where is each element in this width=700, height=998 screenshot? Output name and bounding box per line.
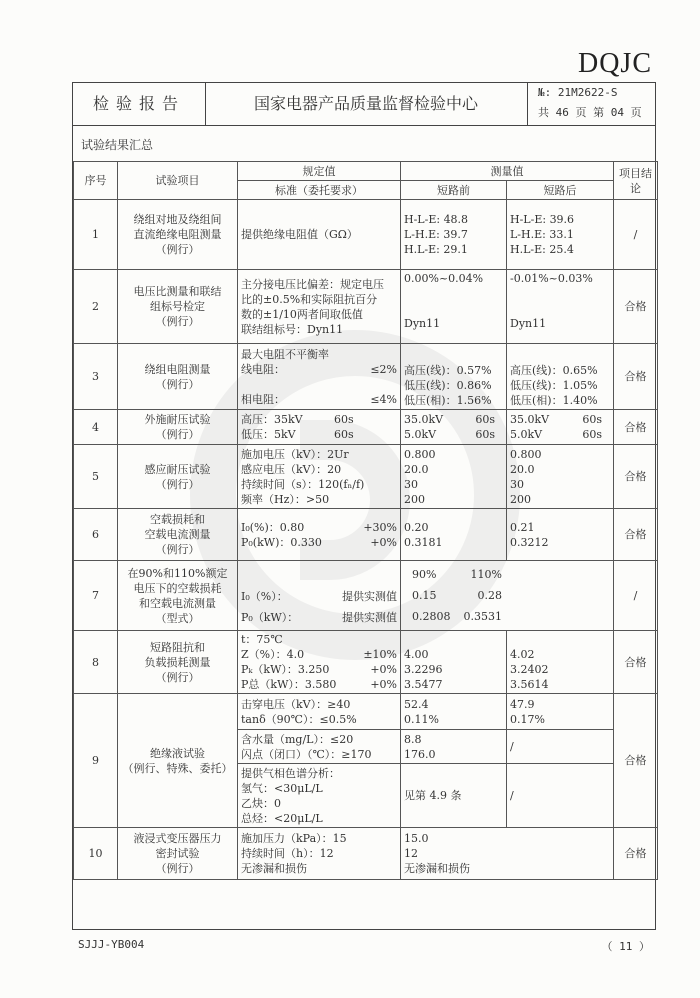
value-line [510, 412, 610, 427]
value-line: 4.02 [510, 648, 535, 661]
row-before [401, 445, 507, 509]
value-line: 3.2402 [510, 663, 549, 676]
value-cell: 0.28 [477, 589, 502, 602]
row-spec [238, 561, 401, 631]
row-verdict: / [614, 561, 658, 631]
value-cell: 0.15 [412, 589, 437, 602]
footer-page-no: （ 11 ） [601, 940, 650, 953]
spec-value: +30% [363, 520, 397, 534]
row-after [507, 344, 614, 410]
report-header [73, 83, 655, 126]
spec-label: 低压： [241, 428, 274, 441]
row-verdict: 合格 [614, 631, 658, 694]
row-before [401, 730, 507, 764]
spec-label: 线电阻： [241, 362, 285, 376]
row-verdict: 合格 [614, 828, 658, 880]
item-line: （例行） [155, 477, 200, 491]
col-verdict: 项目结论 [614, 162, 658, 200]
value-line: 52.4 [404, 697, 429, 711]
item-line: 绕组对地及绕组间 [133, 213, 222, 226]
spec-line [241, 535, 397, 550]
row-verdict: 合格 [614, 445, 658, 509]
item-line: 空载损耗和 [150, 513, 205, 526]
spec-label: I₀（%）： [241, 590, 288, 603]
col-spec: 规定值 [238, 162, 401, 181]
row-spec [238, 445, 401, 509]
value-line: 8.8 [404, 732, 422, 746]
value-time: 60s [582, 413, 602, 426]
row-seq: 7 [74, 561, 118, 631]
row-seq: 4 [74, 410, 118, 445]
spec-line: 击穿电压（kV）：≥40 [241, 697, 351, 711]
item-line: （例行） [155, 377, 200, 391]
value-line: 200 [404, 492, 425, 506]
item-line: 和空载电流测量 [139, 596, 216, 610]
row-after [507, 270, 614, 344]
spec-line: t：75℃ [241, 633, 283, 646]
value-line: 高压(线)：0.57% [404, 364, 492, 377]
row-after [507, 509, 614, 561]
row-measured [401, 828, 614, 880]
section-title: 试验结果汇总 [81, 138, 154, 152]
value-line: 无渗漏和损伤 [404, 862, 470, 875]
spec-value: 5kV [274, 428, 296, 441]
spec-label: I₀(%)：0.80 [241, 520, 305, 534]
value-line: 47.9 [510, 697, 535, 711]
spec-line: 总烃：<20μL/L [241, 811, 323, 825]
spec-line: 闪点（闭口）（℃）：≥170 [241, 747, 372, 761]
spec-line: 联结组标号：Dyn11 [241, 322, 344, 336]
row-seq: 9 [74, 694, 118, 828]
value-line: 低压(相)：1.56% [404, 394, 492, 407]
row-after: / [507, 764, 614, 828]
spec-value: ≤4% [370, 392, 397, 406]
header-ref [528, 83, 657, 125]
item-line: （例行） [155, 428, 200, 441]
spec-line: 乙炔：0 [241, 796, 281, 810]
brand-mark: DQJC [577, 48, 652, 79]
spec-line: 无渗漏和损伤 [241, 862, 307, 875]
spec-line: tanδ（90℃）：≤0.5% [241, 712, 357, 726]
row-item [118, 509, 238, 561]
item-line: 组标号检定 [150, 300, 205, 313]
row-before [401, 344, 507, 410]
row-item [118, 445, 238, 509]
item-line: 外施耐压试验 [144, 413, 211, 426]
report-number: №: 21M2622-S [538, 86, 618, 99]
value-line: H-L-E: 39.6 [510, 213, 575, 226]
measured-grid [404, 567, 502, 624]
spec-line [241, 392, 397, 407]
row-before [401, 200, 507, 270]
report-frame [72, 82, 656, 930]
spec-line [241, 662, 397, 677]
spec-line: 感应电压（kV）：20 [241, 462, 342, 476]
table-row [74, 410, 658, 445]
spec-line: 持续时间（s）：120(fₙ/f) [241, 477, 365, 491]
item-line: 绕组电阻测量 [144, 362, 211, 376]
header-report-type: 检验报告 [73, 83, 206, 125]
row-before: 见第 4.9 条 [401, 764, 507, 828]
spec-label: Z（%）：4.0 [241, 648, 305, 661]
row-verdict: 合格 [614, 270, 658, 344]
row-seq: 6 [74, 509, 118, 561]
item-line: （型式） [155, 611, 200, 625]
item-line: 感应耐压试验 [144, 462, 211, 476]
spec-line: 提供气相色谱分析： [241, 766, 340, 780]
row-after [507, 445, 614, 509]
row-item [118, 828, 238, 880]
spec-line [241, 362, 397, 377]
item-line: （例行） [155, 670, 200, 684]
spec-value: ≤2% [370, 362, 397, 376]
value-line: 4.00 [404, 648, 429, 661]
value-line [404, 427, 503, 442]
col-item: 试验项目 [118, 162, 238, 200]
table-row [74, 828, 658, 880]
row-verdict: 合格 [614, 694, 658, 828]
col-before: 短路前 [401, 181, 507, 200]
value-line: 低压(线)：1.05% [510, 379, 598, 392]
value-line: L-H.E: 39.7 [404, 228, 468, 241]
table-row [74, 561, 658, 631]
page-counter: 共 46 页 第 04 页 [538, 106, 642, 119]
table-row [74, 344, 658, 410]
header-org-name: 国家电器产品质量监督检验中心 [205, 83, 528, 125]
spec-value: +0% [370, 663, 397, 676]
item-line: （例行） [155, 243, 200, 256]
value-cell: 110% [470, 568, 502, 581]
value-line: 0.00%~0.04% [404, 272, 484, 285]
spec-line: 频率（Hz）：>50 [241, 492, 330, 506]
value-line: 0.17% [510, 712, 545, 726]
row-seq: 8 [74, 631, 118, 694]
spec-value: +0% [370, 678, 397, 691]
row-after [507, 694, 614, 730]
row-spec [238, 270, 401, 344]
spec-label: P总（kW）：3.580 [241, 678, 337, 691]
item-line: 直流绝缘电阻测量 [133, 228, 222, 241]
row-item [118, 200, 238, 270]
spec-value: 60s [334, 428, 354, 441]
spec-line: 数的±1/10两者间取低值 [241, 307, 363, 321]
row-item [118, 344, 238, 410]
header-row [74, 162, 658, 181]
row-spec [238, 410, 401, 445]
value-line: 20.0 [404, 462, 429, 476]
spec-line [241, 647, 397, 662]
value-line: 0.20 [404, 520, 429, 534]
value-cell: 90% [412, 568, 437, 581]
spec-line [241, 610, 397, 625]
row-seq: 10 [74, 828, 118, 880]
value-line: 0.11% [404, 712, 439, 726]
value-line [412, 588, 502, 603]
item-line: 密封试验 [155, 847, 200, 860]
row-seq: 2 [74, 270, 118, 344]
row-verdict: 合格 [614, 509, 658, 561]
value-line [412, 567, 502, 582]
spec-line: 持续时间（h）：12 [241, 847, 334, 860]
row-spec [238, 764, 401, 828]
value-line: 低压(相)：1.40% [510, 394, 598, 407]
row-item [118, 631, 238, 694]
row-item [118, 694, 238, 828]
value-line: 3.2296 [404, 663, 443, 676]
spec-line [241, 427, 397, 442]
spec-value: 35kV [274, 413, 303, 426]
row-verdict: 合格 [614, 344, 658, 410]
item-line: 电压比测量和联结 [133, 285, 222, 298]
table-row [74, 445, 658, 509]
row-item [118, 561, 238, 631]
value-kv: 35.0kV [510, 413, 550, 426]
spec-label: P₀（kW）： [241, 611, 299, 624]
spec-line: 含水量（mg/L）：≤20 [241, 732, 354, 746]
value-line: 高压(线)：0.65% [510, 364, 598, 377]
value-line: 30 [404, 477, 418, 491]
value-line: -0.01%~0.03% [510, 272, 593, 285]
value-line: 0.3181 [404, 535, 443, 549]
row-spec [238, 730, 401, 764]
value-line: H-L-E: 48.8 [404, 213, 469, 226]
value-line: L-H.E: 33.1 [510, 228, 574, 241]
value-cell: 0.2808 [412, 610, 451, 623]
item-line: （例行、特殊、委托） [122, 761, 233, 775]
item-line: （例行） [155, 315, 200, 328]
spec-value: 提供实测值 [342, 590, 397, 603]
row-seq: 3 [74, 344, 118, 410]
value-line: 200 [510, 492, 531, 506]
spec-value: 提供实测值 [342, 611, 397, 624]
value-line [510, 427, 610, 442]
row-before [401, 270, 507, 344]
item-line: （例行） [155, 543, 200, 556]
row-before [401, 631, 507, 694]
value-line: Dyn11 [404, 317, 441, 330]
col-seq: 序号 [74, 162, 118, 200]
value-line: 0.3212 [510, 535, 549, 549]
row-after [507, 200, 614, 270]
row-after [507, 631, 614, 694]
item-line: 短路阻抗和 [150, 640, 205, 654]
value-line: 20.0 [510, 462, 535, 476]
row-item [118, 270, 238, 344]
value-kv: 35.0kV [404, 413, 444, 426]
value-line: 3.5477 [404, 678, 443, 691]
results-table [73, 161, 658, 880]
value-line [412, 609, 502, 624]
spec-line: 施加电压（kV）：2Ur [241, 447, 349, 461]
table-row [74, 270, 658, 344]
col-measured: 测量值 [401, 162, 614, 181]
table-row [74, 509, 658, 561]
row-before [401, 694, 507, 730]
value-line: H.L-E: 29.1 [404, 243, 468, 256]
value-line: 0.800 [404, 447, 436, 461]
value-line: 30 [510, 477, 524, 491]
value-line [404, 412, 503, 427]
item-line: 电压下的空载损耗 [133, 581, 222, 595]
value-line: Dyn11 [510, 317, 547, 330]
spec-label: P₀(kW)：0.330 [241, 535, 322, 549]
spec-line: 比的±0.5%和实际阻抗百分 [241, 292, 378, 306]
spec-line: 最大电阻不平衡率 [241, 347, 329, 361]
table-row [74, 694, 658, 730]
spec-value: ±10% [363, 648, 397, 661]
item-line: 绝缘液试验 [150, 746, 205, 760]
spec-line [241, 520, 397, 535]
spec-line [241, 677, 397, 692]
spec-label: 高压： [241, 413, 274, 426]
value-line: 0.800 [510, 447, 542, 461]
col-after: 短路后 [507, 181, 614, 200]
spec-line: 主分接电压比偏差：规定电压 [241, 277, 384, 291]
row-item [118, 410, 238, 445]
spec-label: 相电阻： [241, 392, 285, 406]
row-verdict: / [614, 200, 658, 270]
item-line: 空载电流测量 [144, 528, 211, 541]
value-time: 60s [582, 428, 602, 441]
value-cell: 0.3531 [463, 610, 502, 623]
row-spec [238, 694, 401, 730]
spec-label: Pₖ（kW）：3.250 [241, 663, 330, 676]
value-line: 176.0 [404, 747, 436, 761]
table-row [74, 631, 658, 694]
row-spec [238, 509, 401, 561]
row-spec [238, 631, 401, 694]
row-spec: 提供绝缘电阻值（GΩ） [238, 200, 401, 270]
spec-line [241, 412, 397, 427]
row-before [401, 410, 507, 445]
row-spec [238, 828, 401, 880]
value-time: 60s [475, 428, 495, 441]
item-line: 负载损耗测量 [144, 655, 211, 669]
table-row [74, 200, 658, 270]
spec-value: +0% [370, 535, 397, 549]
value-line: 12 [404, 847, 418, 860]
item-line: （例行） [155, 862, 200, 875]
value-kv: 5.0kV [510, 428, 543, 441]
row-measured [401, 561, 614, 631]
row-before [401, 509, 507, 561]
row-after [507, 410, 614, 445]
row-verdict: 合格 [614, 410, 658, 445]
row-seq: 5 [74, 445, 118, 509]
value-line: 3.5614 [510, 678, 549, 691]
row-spec [238, 344, 401, 410]
value-time: 60s [475, 413, 495, 426]
spec-line [241, 589, 397, 604]
value-kv: 5.0kV [404, 428, 437, 441]
value-line: 低压(线)：0.86% [404, 379, 492, 392]
row-after: / [507, 730, 614, 764]
row-seq: 1 [74, 200, 118, 270]
value-line: 0.21 [510, 520, 535, 534]
value-line: 15.0 [404, 832, 429, 845]
value-line: H.L-E: 25.4 [510, 243, 574, 256]
item-line: 在90%和110%额定 [127, 566, 228, 580]
spec-line: 氢气：<30μL/L [241, 781, 323, 795]
spec-value: 60s [334, 413, 354, 426]
col-spec-sub: 标准（委托要求） [238, 181, 401, 200]
footer-form-code: SJJJ-YB004 [78, 938, 145, 951]
item-line: 液浸式变压器压力 [133, 832, 222, 845]
spec-line: 施加压力（kPa）：15 [241, 832, 347, 845]
